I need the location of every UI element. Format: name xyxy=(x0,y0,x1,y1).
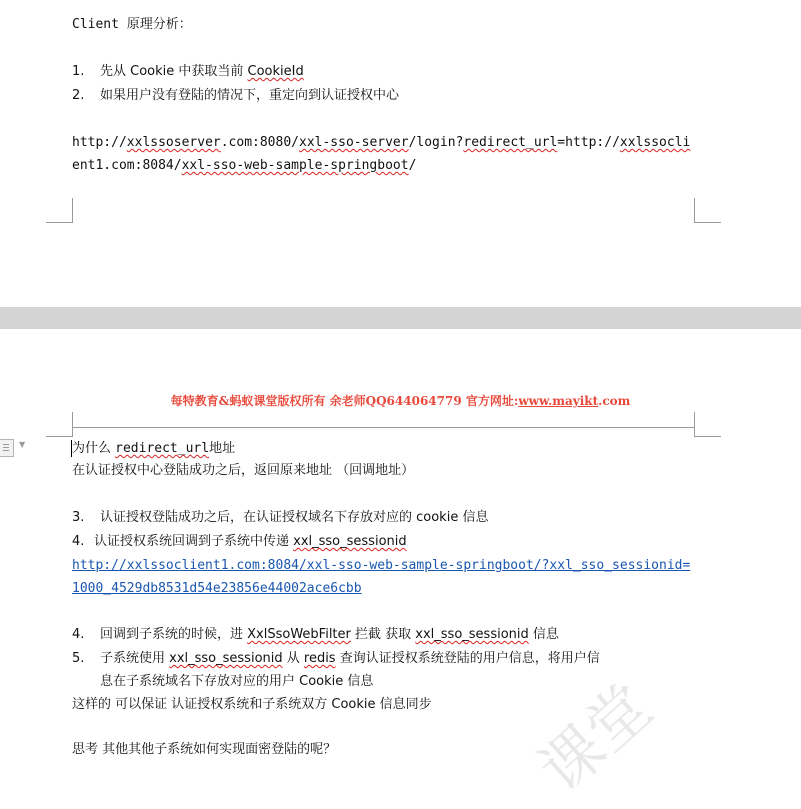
list-item xyxy=(72,63,304,81)
list-text: 子系统使用 xyxy=(100,651,170,666)
list-text: 查询认证授权系统登陆的用户信息，将用户信 xyxy=(335,651,600,666)
document-page-1 xyxy=(0,0,801,307)
header-link[interactable]: www.mayikt xyxy=(518,394,599,408)
page-corner-mark xyxy=(694,412,721,437)
list-text: 如果用户没有登陆的情况下，重定向到认证授权中心 xyxy=(100,88,400,103)
header-text: 每特教育&蚂蚁课堂版权所有 余老师QQ644064779 官方网址: xyxy=(170,394,519,408)
callback-link[interactable]: http://xxlssoclient1.com:8084/xxl-sso-web-sample-springboot/?xxl_sso_sessionid= xyxy=(72,558,691,573)
list-text: 认证授权系统回调到子系统中传递 xyxy=(94,534,294,549)
list-item xyxy=(72,509,488,527)
header-text: .com xyxy=(598,394,631,408)
spellcheck-word: xxlssoserver xyxy=(126,135,221,150)
list-number: 3. xyxy=(72,510,85,525)
list-text: 先从 Cookie 中获取当前 xyxy=(100,64,248,79)
list-text: 认证授权登陆成功之后，在认证授权域名下存放对应的 cookie 信息 xyxy=(100,510,489,525)
list-text: 信息 xyxy=(528,627,559,642)
body-text: 为什么 xyxy=(72,441,116,456)
list-number: 4. xyxy=(72,627,85,642)
list-number: 1. xyxy=(72,64,85,79)
page-heading: Client 原理分析： xyxy=(72,17,192,32)
list-text: 拦截 获取 xyxy=(350,627,416,642)
dropdown-arrow-icon[interactable]: ▼ xyxy=(19,440,26,449)
url-line xyxy=(72,134,690,152)
page-header xyxy=(0,392,801,409)
spellcheck-word: redis xyxy=(303,651,336,666)
list-number: 2. xyxy=(72,88,85,103)
spellcheck-word: xxl_sso_sessionid xyxy=(415,627,529,642)
list-number: 4. xyxy=(72,534,85,549)
spellcheck-word: xxl_sso_sessionid xyxy=(169,651,283,666)
answer-line: 在认证授权中心登陆成功之后，返回原来地址 （回调地址） xyxy=(72,463,415,478)
list-item xyxy=(72,87,399,105)
spellcheck-word: xxl-sso-web-sample-springboot xyxy=(181,158,409,173)
list-text: 回调到子系统的时候，进 xyxy=(100,627,248,642)
list-item xyxy=(72,650,600,668)
url-part: .com:8080/ xyxy=(220,135,299,150)
spellcheck-word: xxl-sso-server xyxy=(299,135,409,150)
spellcheck-word: CookieId xyxy=(247,64,304,79)
think-line: 思考 其他其他子系统如何实现面密登陆的呢？ xyxy=(72,742,337,757)
spellcheck-word: redirect_url xyxy=(463,135,558,150)
body-text: 地址 xyxy=(209,441,236,456)
spellcheck-word: XxlSsoWebFilter xyxy=(247,627,351,642)
summary-line: 这样的 可以保证 认证授权系统和子系统双方 Cookie 信息同步 xyxy=(72,697,432,712)
url-part: /login? xyxy=(408,135,464,150)
url-part: =http:// xyxy=(557,135,620,150)
header-divider xyxy=(72,427,694,428)
list-number: 5. xyxy=(72,651,85,666)
list-text: 从 xyxy=(282,651,304,666)
spellcheck-word: xxl_sso_sessionid xyxy=(293,534,407,549)
list-item-continuation: 息在子系统域名下存放对应的用户 Cookie 信息 xyxy=(100,674,374,689)
url-part: ent1.com:8084/ xyxy=(72,158,182,173)
callback-link[interactable]: 1000_4529db8531d54e23856e44002ace6cbb xyxy=(72,581,362,596)
question-line xyxy=(72,440,235,458)
page-gap xyxy=(0,307,801,329)
paste-options-icon[interactable] xyxy=(0,439,14,457)
url-part: http:// xyxy=(72,135,127,150)
url-part: / xyxy=(408,158,417,173)
spellcheck-word: redirect_url xyxy=(115,441,210,456)
url-line xyxy=(72,157,416,175)
page-corner-mark xyxy=(46,412,73,437)
spellcheck-word: xxlssocli xyxy=(619,135,691,150)
page-corner-mark xyxy=(46,198,73,223)
page-corner-mark xyxy=(694,198,721,223)
list-item xyxy=(72,533,407,551)
list-item xyxy=(72,626,559,644)
